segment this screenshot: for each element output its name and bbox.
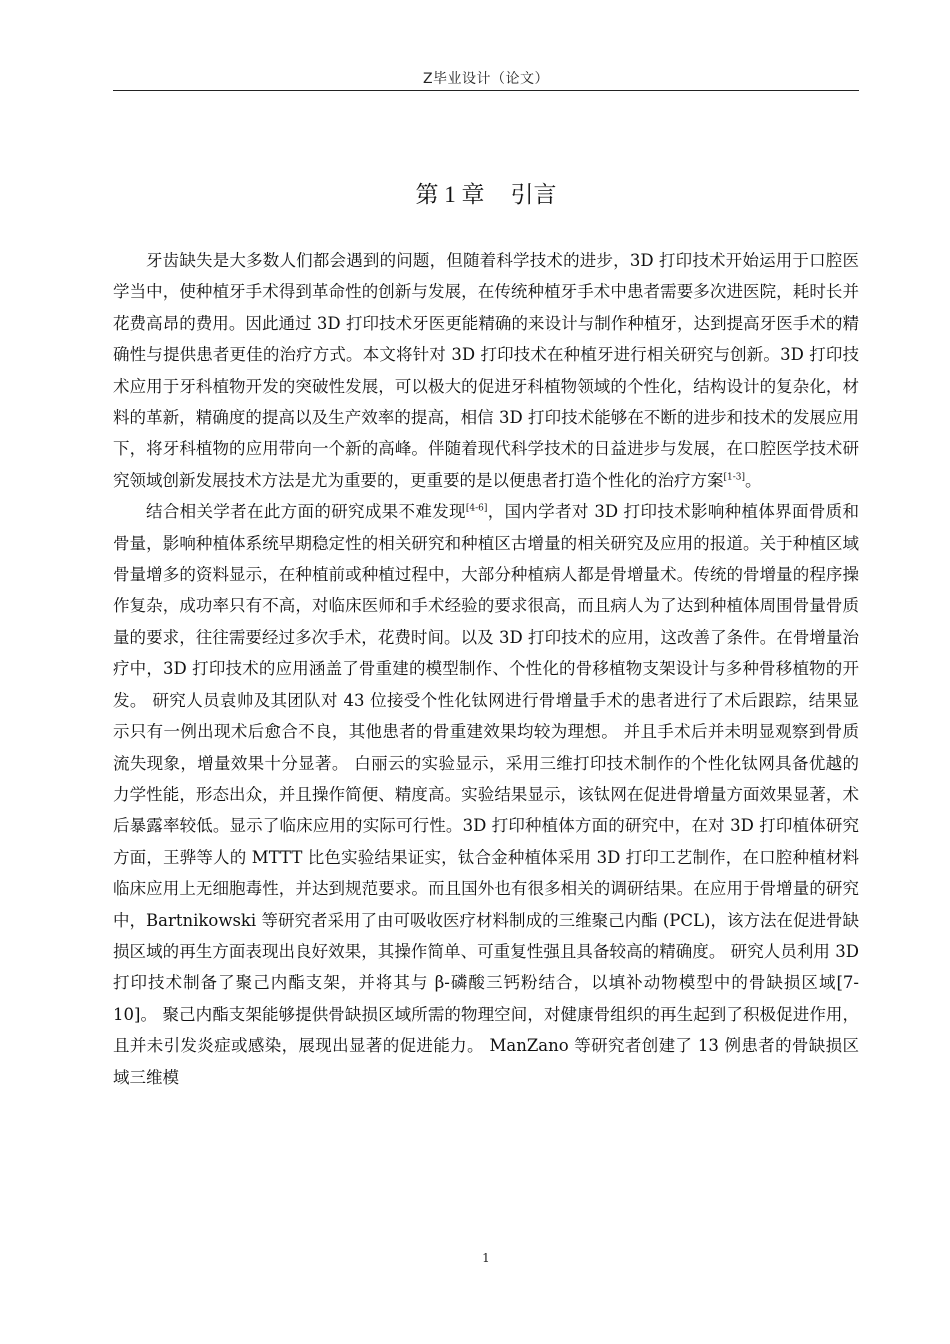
chapter-title <box>113 176 859 209</box>
paragraph-2 <box>113 496 859 1093</box>
page-number: 1 <box>482 1251 490 1265</box>
citation-4-6: [4-6] <box>465 503 488 514</box>
chapter-name: 引言 <box>510 182 557 208</box>
body-text <box>113 245 859 1093</box>
paragraph-1-end: 。 <box>745 470 762 490</box>
header-divider <box>113 90 859 91</box>
paragraph-2-text: ，国内学者对 3D 打印技术影响种植体界面骨质和骨量，影响种植体系统早期稳定性的相关研究和种植区古增量的相关研究及应用的报道。关于种植区域骨量增多的资料显示，在种植前或种植过程中，大部分种植病人都是骨增量术。传统的骨增量的程序操作复杂，成功率只有不高，对临床医师和手术经验的要求很高，而且病人为了达到种植体周围骨量骨质量的要求，往往需要经过多次手术，花费时间。以及 3D 打印技术的应用，这改善了条件。在骨增量治疗中，3D 打印技术的应用涵盖了骨重建的模型制作、个性化的骨移植物支架设计与多种骨移植物的开发。 研究人员袁帅及其团队对 43 位接受个性化钛网进行骨增量手术的患者进行了术后跟踪，结果显示只有一例出现术后愈合不良，其他患者的骨重建效果均较为理想。 并且手术后并未明显观察到骨质流失现象，增量效果十分显著。 白丽云的实验显示，采用三维打印技术制作的个性化钛网具备优越的力学性能，形态出众，并且操作简便、精度高。实验结果显示，该钛网在促进骨增量方面效果显著，术后暴露率较低。显示了临床应用的实际可行性。3D 打印种植体方面的研究中，在对 3D 打印植体研究方面，王骅等人的 MTTT 比色实验结果证实，钛合金种植体采用 3D 打印工艺制作，在口腔种植材料临床应用上无细胞毒性，并达到规范要求。而且国外也有很多相关的调研结果。在应用于骨增量的研究中，Bartnikowski 等研究者采用了由可吸收医疗材料制成的三维聚己内酯 (PCL)，该方法在促进骨缺损区域的再生方面表现出良好效果，其操作简单、可重复性强且具备较高的精确度。 研究人员利用 3D 打印技术制备了聚己内酯支架，并将其与 β-磷酸三钙粉结合，以填补动物模型中的骨缺损区域[7-10]。 聚己内酯支架能够提供骨缺损区域所需的物理空间，对健康骨组织的再生起到了积极促进作用，且并未引发炎症或感染，展现出显著的促进能力。 ManZano 等研究者创建了 13 例患者的骨缺损区域三维模 <box>113 502 860 1087</box>
paragraph-1 <box>113 245 859 496</box>
paragraph-2-lead: 结合相关学者在此方面的研究成果不难发现 <box>146 502 466 522</box>
page-header: Z毕业设计（论文） <box>422 71 550 87</box>
paragraph-1-text: 牙齿缺失是大多数人们都会遇到的问题，但随着科学技术的进步，3D 打印技术开始运用于口腔医学当中，使种植牙手术得到革命性的创新与发展，在传统种植牙手术中患者需要多次进医院，耗时长并花费高昂的费用。因此通过 3D 打印技术牙医更能精确的来设计与制作种植牙，达到提高牙医手术的精确性与提供患者更佳的治疗方式。本文将针对 3D 打印技术在种植牙进行相关研究与创新。3D 打印技术应用于牙科植物开发的突破性发展，可以极大的促进牙科植物领域的个性化，结构设计的复杂化，材料的革新，精确度的提高以及生产效率的提高，相信 3D 打印技术能够在不断的进步和技术的发展应用下，将牙科植物的应用带向一个新的高峰。伴随着现代科学技术的日益进步与发展，在口腔医学技术研究领域创新发展技术方法是尤为重要的，更重要的是以便患者打造个性化的治疗方案 <box>113 251 859 490</box>
citation-1-3: [1-3] <box>723 472 746 483</box>
chapter-number: 第 1 章 <box>415 182 485 207</box>
